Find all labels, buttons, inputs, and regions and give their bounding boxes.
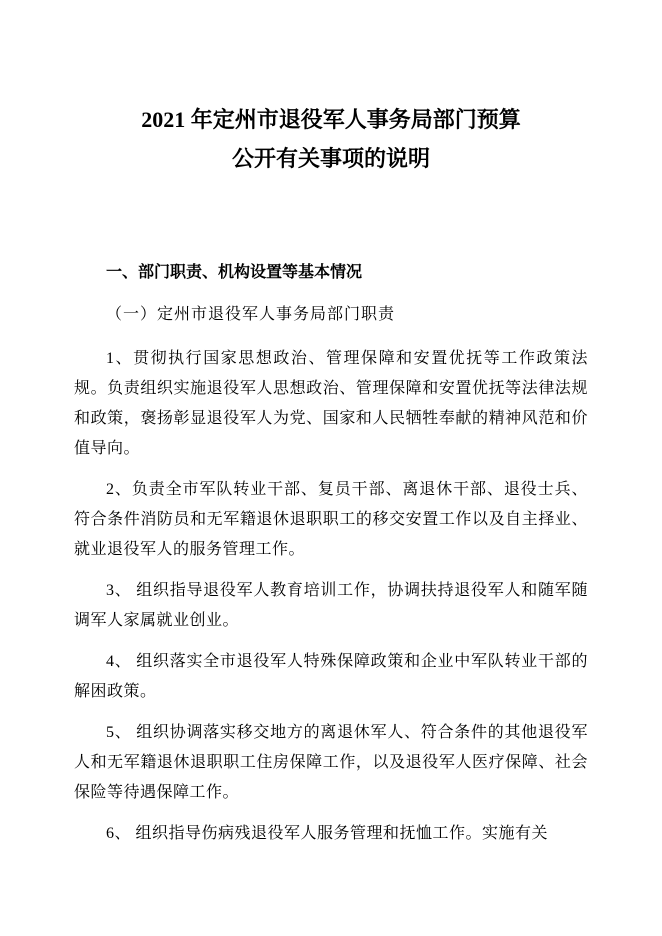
document-title-line-1: 2021 年定州市退役军人事务局部门预算 xyxy=(141,107,521,132)
sub-heading: （一）定州市退役军人事务局部门职责 xyxy=(106,306,396,323)
paragraph-5: 5、 组织协调落实移交地方的离退休军人、符合条件的其他退役军人和无军籍退休退职职工住房保障工作，以及退役军人医疗保障、社会保险等待遇保障工作。 xyxy=(74,724,588,801)
paragraph-2: 2、负责全市军队转业干部、复员干部、离退休干部、退役士兵、符合条件消防员和无军籍退休退职职工的移交安置工作以及自主择业、就业退役军人的服务管理工作。 xyxy=(74,481,588,558)
document-title-line-2: 公开有关事项的说明 xyxy=(231,146,430,171)
document-title-block xyxy=(74,100,588,178)
paragraph-4: 4、 组织落实全市退役军人特殊保障政策和企业中军队转业干部的解困政策。 xyxy=(74,653,588,700)
paragraph-3: 3、 组织指导退役军人教育培训工作，协调扶持退役军人和随军随调军人家属就业创业。 xyxy=(74,582,588,629)
section-heading: 一、部门职责、机构设置等基本情况 xyxy=(106,264,363,281)
paragraph-6: 6、 组织指导伤病残退役军人服务管理和抚恤工作。实施有关 xyxy=(106,825,549,842)
paragraph-1: 1、贯彻执行国家思想政治、管理保障和安置优抚等工作政策法规。负责组织实施退役军人思想政治、管理保障和安置优抚等法律法规和政策，褒扬彰显退役军人为党、国家和人民牺牲奉献的精神风范和价值导向。 xyxy=(74,350,588,457)
